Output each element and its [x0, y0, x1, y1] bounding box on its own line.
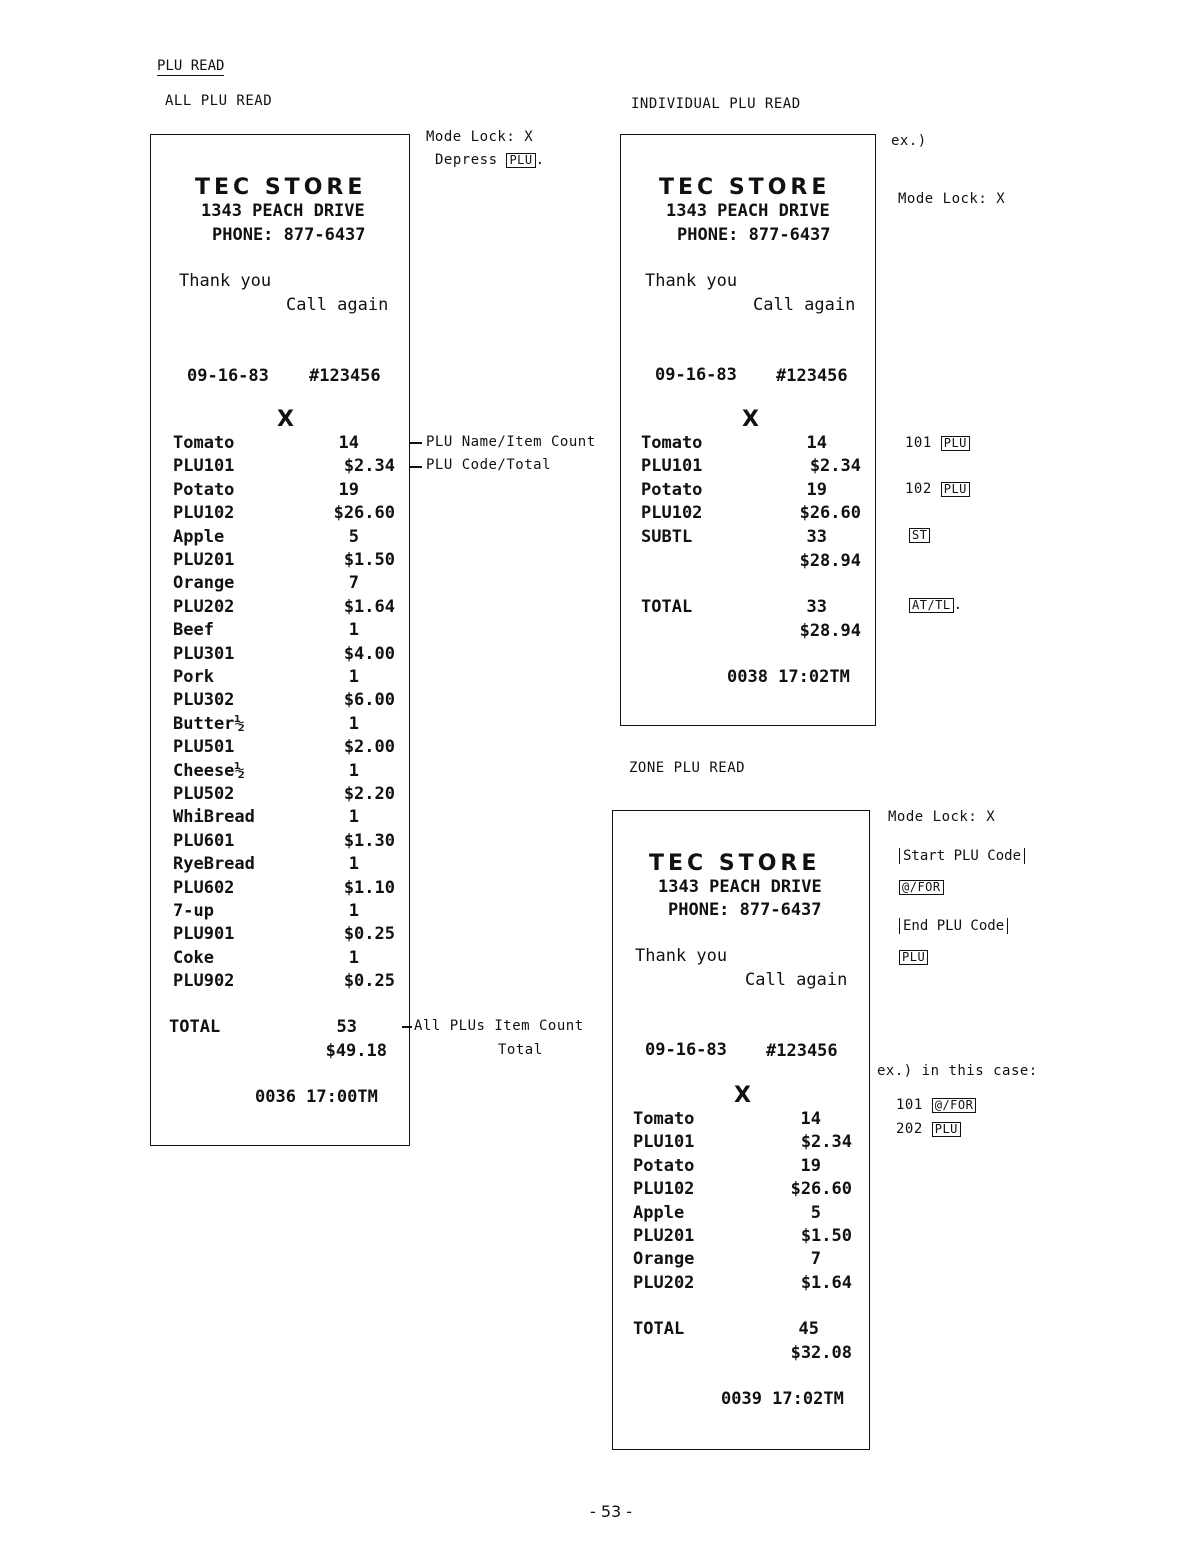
receipt-number: #123456 [766, 1041, 838, 1061]
zone-start-code-note [899, 845, 1025, 864]
code-total-note: PLU Code/Total [426, 457, 552, 473]
zone-example-101 [896, 1097, 976, 1113]
item-total: $1.10 [343, 877, 395, 898]
item-count: 14 [806, 433, 827, 453]
receipt-mode-mark: X [734, 1083, 751, 1108]
ind-step-st [909, 527, 930, 543]
plu-key: PLU [941, 436, 970, 451]
item-count: 14 [800, 1109, 821, 1129]
receipt-subtotal-amount: $28.94 [799, 551, 861, 571]
item-name: RyeBread [173, 854, 255, 875]
item-name: Apple [633, 1202, 685, 1223]
zone-plu-receipt [612, 810, 870, 1450]
st-key: ST [909, 528, 930, 543]
receipt-call-again: Call again [745, 970, 848, 990]
receipt-subtotal-label: SUBTL [641, 527, 693, 547]
receipt-thanks: Thank you [179, 271, 272, 291]
item-total: $6.00 [343, 690, 395, 711]
at-for-key: @/FOR [899, 880, 944, 895]
item-total: $2.34 [809, 456, 861, 477]
receipt-call-again: Call again [753, 295, 856, 315]
item-count: 1 [348, 620, 359, 641]
receipt-footer: 0039 17:02TM [721, 1389, 844, 1409]
item-name: Orange [633, 1249, 695, 1270]
receipt-store-name: TEC STORE [649, 851, 821, 876]
item-name: Tomato [633, 1109, 695, 1129]
item-code: PLU101 [641, 456, 703, 477]
receipt-number: #123456 [309, 366, 381, 386]
item-count: 1 [348, 854, 359, 875]
ind-step-101 [905, 435, 970, 451]
start-plu-code-box: Start PLU Code [899, 848, 1025, 864]
item-name: Potato [173, 479, 235, 500]
code-total-leader [410, 466, 422, 468]
zone-end-code-note [899, 915, 1008, 934]
receipt-footer: 0036 17:00TM [255, 1087, 378, 1107]
name-count-note: PLU Name/Item Count [426, 434, 596, 450]
receipt-call-again: Call again [286, 295, 389, 315]
depress-text: Depress [435, 152, 498, 168]
item-total: $1.50 [343, 550, 395, 570]
ex-text: ex.) [877, 1063, 913, 1079]
item-count: 1 [348, 713, 359, 734]
plu-key: PLU [899, 950, 928, 965]
item-code: PLU101 [633, 1132, 695, 1153]
item-code: PLU902 [173, 971, 235, 992]
plu-code-101: 101 [905, 435, 932, 451]
plu-code-202: 202 [896, 1121, 923, 1137]
item-total: $1.30 [343, 830, 395, 851]
all-total-note: Total [498, 1042, 543, 1058]
item-code: PLU201 [173, 550, 235, 570]
at-for-key: @/FOR [932, 1098, 977, 1113]
item-count: 19 [338, 479, 359, 500]
item-name: Potato [641, 479, 703, 500]
receipt-total-label: TOTAL [169, 1017, 221, 1037]
step-period: . [953, 597, 963, 613]
item-code: PLU102 [173, 503, 235, 524]
item-count: 5 [810, 1202, 821, 1223]
receipt-total-label: TOTAL [633, 1319, 685, 1339]
item-count: 5 [348, 526, 359, 547]
individual-plu-receipt [620, 134, 876, 726]
receipt-store-name: TEC STORE [195, 175, 367, 200]
receipt-address: 1343 PEACH DRIVE [658, 877, 822, 897]
ind-ex-note: ex.) [891, 133, 927, 149]
item-count: 19 [806, 479, 827, 500]
item-count: 1 [348, 667, 359, 687]
depress-period: . [535, 152, 545, 168]
all-plu-receipt [150, 134, 410, 1146]
item-name: Butter½ [173, 713, 245, 734]
zone-plu-key-note [899, 949, 928, 965]
item-code: PLU501 [173, 737, 235, 758]
item-name: Apple [173, 526, 225, 547]
name-count-leader [410, 442, 422, 444]
all-plu-title: ALL PLU READ [165, 93, 273, 109]
item-code: PLU202 [633, 1272, 695, 1293]
item-count: 14 [338, 433, 359, 453]
item-count: 1 [348, 901, 359, 921]
item-total: $26.60 [790, 1179, 852, 1200]
in-this-case-text: in this case: [921, 1063, 1038, 1079]
receipt-thanks: Thank you [635, 946, 728, 966]
all-depress-note [435, 152, 545, 168]
item-code: PLU302 [173, 690, 235, 711]
item-code: PLU502 [173, 784, 235, 804]
zone-example-202 [896, 1121, 961, 1137]
item-code: PLU101 [173, 456, 235, 477]
receipt-footer: 0038 17:02TM [727, 667, 850, 687]
plu-key: PLU [941, 482, 970, 497]
item-code: PLU202 [173, 596, 235, 617]
item-name: Cheese½ [173, 760, 245, 781]
zone-plu-title: ZONE PLU READ [629, 760, 746, 776]
receipt-total-amount: $32.08 [790, 1343, 852, 1363]
item-code: PLU301 [173, 643, 235, 664]
item-code: PLU901 [173, 924, 235, 945]
receipt-total-count: 53 [336, 1017, 357, 1037]
receipt-mode-mark: X [742, 407, 759, 432]
item-total: $0.25 [343, 924, 395, 945]
item-total: $1.64 [343, 596, 395, 617]
plu-code-101: 101 [896, 1097, 923, 1113]
item-total: $2.34 [800, 1132, 852, 1153]
item-count: 7 [348, 573, 359, 594]
item-count: 19 [800, 1155, 821, 1176]
section-title: PLU READ [157, 58, 225, 74]
receipt-thanks: Thank you [645, 271, 738, 291]
item-count: 1 [348, 807, 359, 828]
item-total: $1.64 [800, 1272, 852, 1293]
item-code: PLU601 [173, 830, 235, 851]
item-total: $0.25 [343, 971, 395, 992]
all-mode-lock-note: Mode Lock: X [426, 129, 534, 145]
all-count-leader [402, 1026, 412, 1028]
item-total: $26.60 [333, 503, 395, 524]
end-plu-code-box: End PLU Code [899, 918, 1008, 934]
item-count: 7 [810, 1249, 821, 1270]
ind-step-at-tl [909, 597, 963, 613]
receipt-address: 1343 PEACH DRIVE [201, 201, 365, 221]
item-name: 7-up [173, 901, 214, 921]
item-total: $1.50 [800, 1226, 852, 1246]
item-code: PLU102 [641, 503, 703, 524]
all-count-note: All PLUs Item Count [414, 1018, 584, 1034]
receipt-total-count: 45 [798, 1319, 819, 1339]
item-total: $4.00 [343, 643, 395, 664]
item-total: $2.00 [343, 737, 395, 758]
at-tl-key: AT/TL [909, 598, 954, 613]
item-count: 1 [348, 760, 359, 781]
plu-code-102: 102 [905, 481, 932, 497]
item-name: Coke [173, 947, 214, 968]
receipt-address: 1343 PEACH DRIVE [666, 201, 830, 221]
receipt-mode-mark: X [277, 407, 294, 432]
item-name: Orange [173, 573, 235, 594]
individual-plu-title: INDIVIDUAL PLU READ [631, 96, 801, 112]
item-name: Tomato [641, 433, 703, 453]
page-number: - 53 - [590, 1502, 633, 1521]
receipt-phone: PHONE: 877-6437 [677, 225, 831, 245]
item-total: $2.34 [343, 456, 395, 477]
receipt-date: 09-16-83 [645, 1040, 727, 1060]
receipt-store-name: TEC STORE [659, 175, 831, 200]
zone-example-note [877, 1063, 1038, 1079]
receipt-subtotal-count: 33 [806, 527, 827, 547]
receipt-total-count: 33 [806, 597, 827, 617]
receipt-phone: PHONE: 877-6437 [668, 900, 822, 920]
zone-mode-lock-note: Mode Lock: X [888, 809, 996, 825]
item-code: PLU602 [173, 877, 235, 898]
plu-key: PLU [932, 1122, 961, 1137]
item-code: PLU201 [633, 1226, 695, 1246]
plu-key: PLU [506, 153, 535, 168]
ind-mode-lock-note: Mode Lock: X [898, 191, 1006, 207]
receipt-total-amount: $28.94 [799, 621, 861, 641]
item-code: PLU102 [633, 1179, 695, 1200]
zone-for-key-note [899, 879, 944, 895]
item-name: Tomato [173, 433, 235, 453]
receipt-date: 09-16-83 [187, 366, 269, 386]
item-total: $26.60 [799, 503, 861, 524]
receipt-total-amount: $49.18 [325, 1041, 387, 1061]
item-name: Beef [173, 620, 214, 641]
item-total: $2.20 [343, 784, 395, 804]
item-name: WhiBread [173, 807, 255, 828]
receipt-number: #123456 [776, 366, 848, 386]
ind-step-102 [905, 481, 970, 497]
receipt-date: 09-16-83 [655, 365, 737, 385]
receipt-phone: PHONE: 877-6437 [212, 225, 366, 245]
receipt-total-label: TOTAL [641, 597, 693, 617]
item-name: Potato [633, 1155, 695, 1176]
item-name: Pork [173, 667, 214, 687]
item-count: 1 [348, 947, 359, 968]
